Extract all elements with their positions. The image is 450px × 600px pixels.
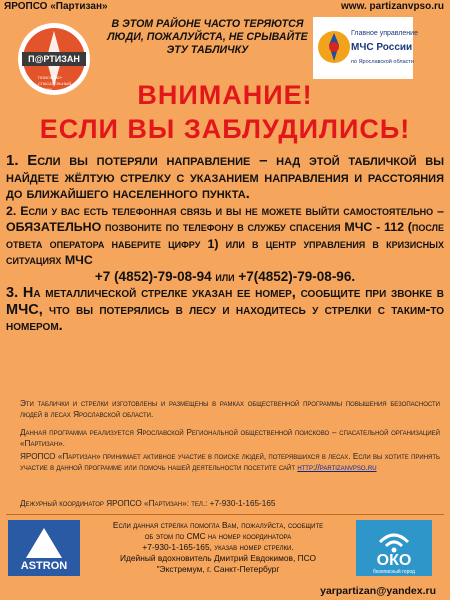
- oko-logo: [356, 520, 432, 576]
- oko-subtitle: безопасный город: [373, 569, 415, 575]
- notice-text: В ЭТОМ РАЙОНЕ ЧАСТО ТЕРЯЮТСЯ ЛЮДИ, ПОЖАЛУЙСТА, НЕ СРЫВАЙТЕ ЭТУ ТАБЛИЧКУ: [107, 18, 308, 56]
- mchs-emblem-icon: [317, 25, 351, 69]
- footer-line-1: Если данная стрелка помогла Вам, пожалуйста, сообщите: [112, 520, 324, 530]
- info-organization: Данная программа реализуется Ярославской Региональной общественной поисково – спасательной организацией «Партизан».: [20, 428, 440, 448]
- org-name: ЯРОПСО «Партизан»: [4, 1, 108, 12]
- top-bar: [0, 0, 450, 14]
- info-program: Эти таблички и стрелки изготовлены и размещены в рамках общественной программы повышения безопасности людей в лесах Ярославской области.: [20, 399, 440, 419]
- instruction-2: 2. Если у вас есть телефонная связь и вы не можете выйти самостоятельно – ОБЯЗАТЕЛЬНО позвоните по телефону в службу спасения МЧС - 112 (после ответа оператора наберите цифру 1) или в центр управления в кризисных ситуациях МЧС: [6, 203, 444, 267]
- footer-line-3: +7-930-1-165-165, указав номер стрелки.: [142, 542, 294, 552]
- lost-heading: ЕСЛИ ВЫ ЗАБЛУДИЛИСЬ!: [39, 114, 411, 144]
- site-url: www. partizanvpso.ru: [341, 1, 444, 12]
- mchs-logo: [313, 17, 418, 79]
- info-participation-text: ЯРОПСО «Партизан» принимает активное участие в поиске людей, потерявшихся в лесах. Если вы хотите принять участие в данной программе или помочь нашей деятельности посетите сайт: [20, 452, 440, 472]
- info-participation: [20, 451, 440, 473]
- astron-name: ASTRON: [20, 560, 68, 572]
- emergency-phones: +7 (4852)-79-08-94 или +7(4852)-79-08-96.: [94, 268, 356, 284]
- astron-logo: [8, 520, 80, 576]
- contact-email: yarpartizan@yandex.ru: [320, 585, 436, 597]
- attention-heading: ВНИМАНИЕ!: [137, 80, 313, 110]
- mchs-line1: Главное управление: [351, 30, 418, 37]
- oko-name: ОКО: [376, 552, 412, 569]
- info-coordinator: Дежурный координатор ЯРОПСО «Партизан»: тел.: +7-930-1-165-165: [20, 499, 276, 508]
- footer-line-5: "Экстремум, г. Санкт-Петербург: [156, 564, 280, 574]
- mchs-line3: по Ярославской области: [351, 59, 414, 65]
- instruction-3: 3. На металлической стрелке указан ее номер, сообщите при звонке в МЧС, что вы потерялись в лесу и находитесь у стрелки с таким-то номером.: [6, 285, 444, 334]
- site-link[interactable]: http://partizanvpso.ru: [297, 463, 377, 472]
- partizan-logo-subtitle: поисково-спасательный отряд: [38, 75, 72, 93]
- footer-text: [82, 520, 354, 575]
- instructions: [6, 153, 444, 335]
- footer-line-4: Идейный вдохновитель Дмитрий Евдокимов, ПСО: [119, 553, 317, 563]
- mchs-line2: МЧС России: [351, 42, 413, 53]
- instruction-1: 1. Если вы потеряли направление – над этой табличкой вы найдете жёлтую стрелку с указанием направления и расстояния до ближайшего населенного пункта.: [6, 152, 444, 202]
- divider: [6, 514, 444, 515]
- partizan-logo-name: П@РТИЗАН: [28, 54, 80, 64]
- footer-line-2: об этом по СМС на номер координатора: [144, 531, 292, 541]
